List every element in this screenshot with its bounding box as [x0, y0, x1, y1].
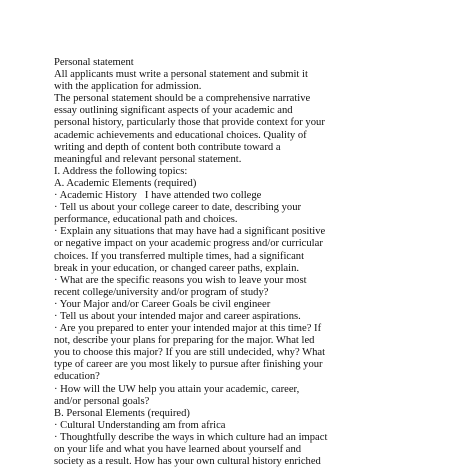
- section-heading: I. Address the following topics:: [54, 165, 188, 177]
- text-line: writing and depth of content both contribute toward a: [54, 141, 281, 153]
- text-line: not, describe your plans for preparing for the major. What led: [54, 335, 315, 347]
- text-line: All applicants must write a personal statement and submit it: [54, 69, 308, 81]
- text-line: personal history, particularly those that provide context for your: [54, 117, 325, 129]
- text-line: academic achievements and educational choices. Quality of: [54, 129, 307, 141]
- text-line: performance, educational path and choices.: [54, 214, 238, 226]
- document-title: Personal statement: [54, 57, 134, 68]
- text-line: with the application for admission.: [54, 81, 202, 93]
- bullet-item: · Are you prepared to enter your intended major at this time? If: [54, 323, 322, 335]
- text-line: meaningful and relevant personal statement.: [54, 153, 242, 165]
- bullet-item: · Academic History I have attended two college: [54, 190, 262, 202]
- bullet-item: · How will the UW help you attain your academic, career,: [54, 383, 300, 395]
- text-line: and/or personal goals?: [54, 395, 150, 407]
- text-line: education?: [54, 371, 100, 383]
- bullet-item: · What are the specific reasons you wish to leave your most: [54, 274, 307, 286]
- text-line: type of career are you most likely to pursue after finishing your: [54, 359, 323, 371]
- text-line: you to choose this major? If you are still undecided, why? What: [54, 347, 326, 359]
- bullet-item: · Your Major and/or Career Goals be civil engineer: [54, 298, 271, 310]
- text-line: on your life and what you have learned about yourself and: [54, 444, 302, 455]
- document-text: [54, 57, 449, 468]
- text-line: society as a result. How has your own cultural history enriched: [54, 456, 321, 468]
- text-line: recent college/university and/or program of study?: [54, 286, 269, 298]
- bullet-item: · Explain any situations that may have had a significant positive: [54, 226, 326, 238]
- bullet-item: · Thoughtfully describe the ways in which culture had an impact: [54, 431, 328, 443]
- bullet-item: · Tell us about your college career to date, describing your: [54, 202, 302, 214]
- text-line: break in your education, or changed career paths, explain.: [54, 262, 300, 274]
- text-line: The personal statement should be a comprehensive narrative: [54, 93, 311, 105]
- bullet-item: · Tell us about your intended major and career aspirations.: [54, 310, 301, 322]
- text-line: or negative impact on your academic progress and/or curricular: [54, 238, 323, 250]
- text-line: essay outlining significant aspects of your academic and: [54, 105, 293, 117]
- subsection-heading: A. Academic Elements (required): [54, 177, 197, 189]
- subsection-heading: B. Personal Elements (required): [54, 407, 190, 419]
- text-line: choices. If you transferred multiple times, had a significant: [54, 250, 305, 262]
- bullet-item: · Cultural Understanding am from africa: [54, 419, 226, 431]
